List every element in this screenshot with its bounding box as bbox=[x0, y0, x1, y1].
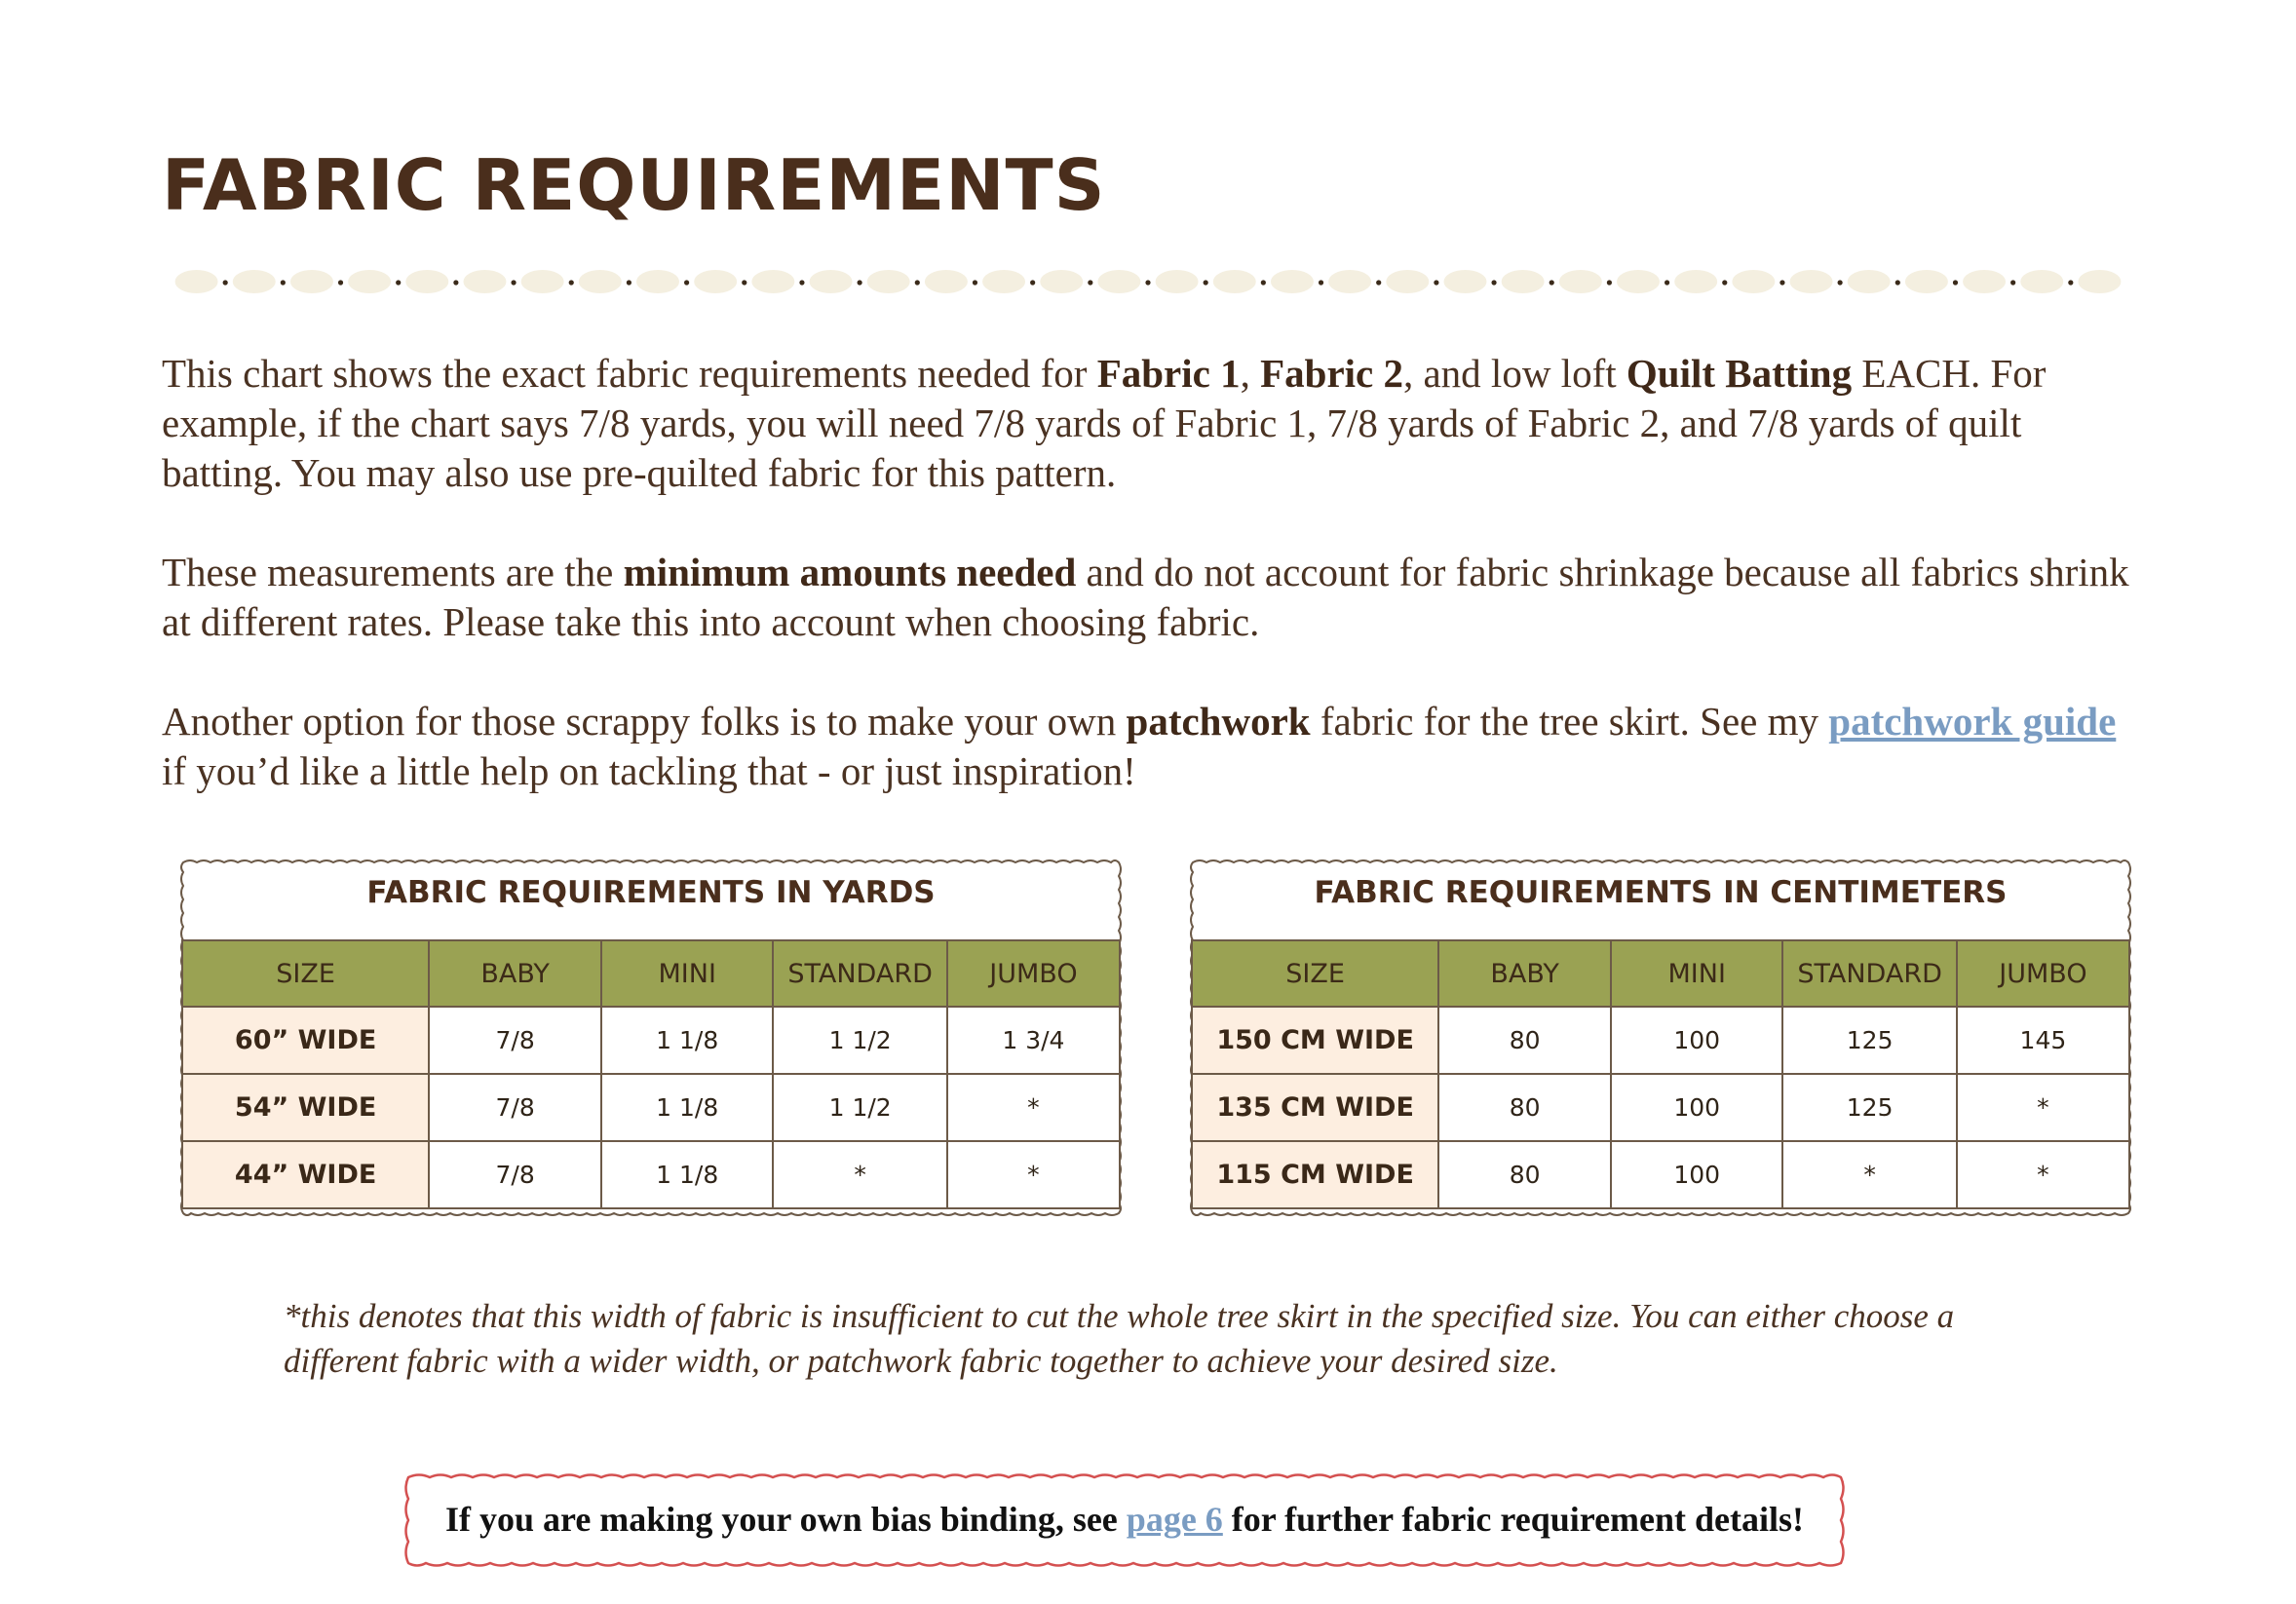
table-row bbox=[1192, 1007, 2129, 1074]
divider-pattern-shape bbox=[1732, 270, 1775, 293]
divider-pattern-shape bbox=[636, 270, 679, 293]
row-label: 150 CM WIDE bbox=[1192, 1007, 1438, 1074]
divider-pattern-shape bbox=[810, 270, 853, 293]
divider-dot bbox=[1550, 280, 1554, 285]
divider-dot bbox=[1779, 280, 1784, 285]
fabric-2-term: Fabric 2 bbox=[1260, 351, 1403, 396]
divider-dot bbox=[281, 280, 286, 285]
divider-pattern-shape bbox=[1905, 270, 1948, 293]
divider-pattern-shape bbox=[348, 270, 391, 293]
divider-pattern-shape bbox=[1328, 270, 1371, 293]
table-cell: 100 bbox=[1611, 1074, 1782, 1141]
divider-pattern-shape bbox=[1502, 270, 1545, 293]
patchwork-term: patchwork bbox=[1126, 699, 1311, 744]
row-label: 60” WIDE bbox=[182, 1007, 429, 1074]
centimeters-header-row bbox=[1192, 940, 2129, 1007]
cm-header-mini: MINI bbox=[1611, 940, 1782, 1007]
table-row bbox=[182, 1141, 1120, 1208]
yards-header-jumbo: JUMBO bbox=[947, 940, 1120, 1007]
divider-pattern-shape bbox=[521, 270, 564, 293]
divider-dot bbox=[1607, 280, 1612, 285]
decorative-divider bbox=[168, 265, 2128, 298]
divider-dot bbox=[511, 280, 516, 285]
table-cell: 7/8 bbox=[429, 1141, 601, 1208]
table-row bbox=[182, 1074, 1120, 1141]
quilt-batting-term: Quilt Batting bbox=[1626, 351, 1853, 396]
table-cell: * bbox=[773, 1141, 946, 1208]
divider-pattern-shape bbox=[867, 270, 910, 293]
divider-pattern-shape bbox=[1790, 270, 1833, 293]
table-row bbox=[182, 1007, 1120, 1074]
centimeters-table bbox=[1191, 939, 2130, 1209]
divider-pattern-shape bbox=[1963, 270, 2006, 293]
divider-pattern-shape bbox=[463, 270, 506, 293]
table-cell: 80 bbox=[1438, 1074, 1611, 1141]
table-cell: 80 bbox=[1438, 1007, 1611, 1074]
divider-dot bbox=[1376, 280, 1381, 285]
table-cell: * bbox=[1957, 1141, 2129, 1208]
page-6-link[interactable]: page 6 bbox=[1126, 1500, 1223, 1539]
table-cell: 100 bbox=[1611, 1007, 1782, 1074]
divider-pattern-shape bbox=[1559, 270, 1602, 293]
yards-header-baby: BABY bbox=[429, 940, 601, 1007]
divider-dot bbox=[1722, 280, 1727, 285]
fabric-1-term: Fabric 1 bbox=[1096, 351, 1241, 396]
cm-header-size: SIZE bbox=[1192, 940, 1438, 1007]
row-label: 115 CM WIDE bbox=[1192, 1141, 1438, 1208]
centimeters-table-title: FABRIC REQUIREMENTS IN CENTIMETERS bbox=[1314, 875, 2008, 910]
table-cell: 1 1/2 bbox=[773, 1007, 946, 1074]
table-cell: 100 bbox=[1611, 1141, 1782, 1208]
divider-pattern-shape bbox=[1617, 270, 1660, 293]
divider-dot bbox=[1665, 280, 1669, 285]
divider-dot bbox=[569, 280, 574, 285]
divider-dot bbox=[799, 280, 804, 285]
divider-pattern-shape bbox=[233, 270, 276, 293]
yards-header-standard: STANDARD bbox=[773, 940, 946, 1007]
cm-header-jumbo: JUMBO bbox=[1957, 940, 2129, 1007]
divider-dot bbox=[396, 280, 401, 285]
divider-dot bbox=[1088, 280, 1092, 285]
divider-pattern-shape bbox=[1674, 270, 1717, 293]
divider-pattern-shape bbox=[925, 270, 968, 293]
table-cell: 125 bbox=[1782, 1007, 1956, 1074]
intro-paragraph-minimum: These measurements are the minimum amounts needed and do not account for fabric shrinkage because all fabrics shrink at different rates. Please take this into account when choosing fabric. bbox=[162, 550, 2129, 644]
divider-dot bbox=[1895, 280, 1900, 285]
table-cell: 1 1/2 bbox=[773, 1074, 946, 1141]
divider-dot bbox=[1434, 280, 1438, 285]
bias-binding-note bbox=[402, 1471, 1847, 1569]
table-cell: 1 1/8 bbox=[601, 1141, 773, 1208]
cm-header-baby: BABY bbox=[1438, 940, 1611, 1007]
divider-dot bbox=[1491, 280, 1496, 285]
divider-dot bbox=[915, 280, 920, 285]
divider-dot bbox=[2010, 280, 2015, 285]
intro-paragraph-fabric: This chart shows the exact fabric requirements needed for Fabric 1, Fabric 2, and low loft Quilt Batting EACH. For example, if the chart says 7/8 yards, you will need 7/8 yards of Fabric 1, 7/8 yards of Fabric 2, and 7/8 yards of quilt batting. You may also use pre-quilted fabric for this pattern. bbox=[162, 351, 2047, 495]
divider-pattern-shape bbox=[751, 270, 794, 293]
row-label: 135 CM WIDE bbox=[1192, 1074, 1438, 1141]
divider-pattern-shape bbox=[1213, 270, 1256, 293]
divider-pattern-shape bbox=[579, 270, 622, 293]
table-cell: * bbox=[1782, 1141, 1956, 1208]
table-cell: 1 3/4 bbox=[947, 1007, 1120, 1074]
divider-dot bbox=[1319, 280, 1323, 285]
divider-dot bbox=[742, 280, 746, 285]
divider-pattern-shape bbox=[1271, 270, 1314, 293]
divider-pattern-shape bbox=[694, 270, 737, 293]
divider-pattern-shape bbox=[1156, 270, 1199, 293]
divider-pattern-shape bbox=[1443, 270, 1486, 293]
centimeters-table-card bbox=[1188, 858, 2133, 1218]
yards-table-title: FABRIC REQUIREMENTS IN YARDS bbox=[366, 875, 936, 910]
page-title: FABRIC REQUIREMENTS bbox=[162, 144, 1106, 226]
divider-dot bbox=[1838, 280, 1843, 285]
divider-dot bbox=[453, 280, 458, 285]
divider-dot bbox=[684, 280, 689, 285]
divider-pattern-shape bbox=[1040, 270, 1083, 293]
divider-pattern-shape bbox=[2078, 270, 2121, 293]
yards-header-mini: MINI bbox=[601, 940, 773, 1007]
table-cell: 125 bbox=[1782, 1074, 1956, 1141]
divider-dot bbox=[1261, 280, 1266, 285]
table-cell: * bbox=[947, 1141, 1120, 1208]
divider-dot bbox=[1145, 280, 1150, 285]
divider-pattern-shape bbox=[1848, 270, 1891, 293]
cm-header-standard: STANDARD bbox=[1782, 940, 1956, 1007]
yards-table-card bbox=[178, 858, 1124, 1218]
table-cell: * bbox=[947, 1074, 1120, 1141]
divider-dot bbox=[627, 280, 631, 285]
yards-header-row bbox=[182, 940, 1120, 1007]
divider-dot bbox=[223, 280, 228, 285]
table-cell: 7/8 bbox=[429, 1007, 601, 1074]
divider-pattern-shape bbox=[290, 270, 333, 293]
yards-table bbox=[181, 939, 1121, 1209]
table-cell: 145 bbox=[1957, 1007, 2129, 1074]
divider-dot bbox=[1953, 280, 1958, 285]
table-row bbox=[1192, 1141, 2129, 1208]
table-cell: 1 1/8 bbox=[601, 1007, 773, 1074]
intro-paragraph-patchwork: Another option for those scrappy folks is to make your own patchwork fabric for the tree skirt. See my patchwork guide if you’d like a little help on tackling that - or just inspiration! bbox=[162, 699, 2117, 793]
divider-pattern-shape bbox=[175, 270, 218, 293]
divider-dot bbox=[1204, 280, 1208, 285]
footnote-asterisk: *this denotes that this width of fabric is insufficient to cut the whole tree skirt in the specified size. You can either choose a different fabric with a wider width, or patchwork fabric together to achieve your desired size. bbox=[284, 1297, 1955, 1380]
table-cell: 1 1/8 bbox=[601, 1074, 773, 1141]
table-cell: 80 bbox=[1438, 1141, 1611, 1208]
divider-pattern-shape bbox=[2020, 270, 2063, 293]
table-row bbox=[1192, 1074, 2129, 1141]
divider-pattern-shape bbox=[1097, 270, 1140, 293]
minimum-amounts-term: minimum amounts needed bbox=[623, 550, 1077, 594]
patchwork-guide-link[interactable]: patchwork guide bbox=[1828, 699, 2117, 744]
divider-dot bbox=[973, 280, 977, 285]
divider-pattern-shape bbox=[982, 270, 1025, 293]
divider-dot bbox=[1030, 280, 1035, 285]
divider-dot bbox=[2068, 280, 2073, 285]
divider-pattern-shape bbox=[405, 270, 448, 293]
divider-dot bbox=[858, 280, 862, 285]
bias-binding-note-text: If you are making your own bias binding, see page 6 for further fabric requirement details! bbox=[444, 1500, 1805, 1539]
yards-header-size: SIZE bbox=[182, 940, 429, 1007]
divider-dot bbox=[338, 280, 343, 285]
row-label: 44” WIDE bbox=[182, 1141, 429, 1208]
row-label: 54” WIDE bbox=[182, 1074, 429, 1141]
table-cell: 7/8 bbox=[429, 1074, 601, 1141]
divider-pattern-shape bbox=[1386, 270, 1429, 293]
table-cell: * bbox=[1957, 1074, 2129, 1141]
